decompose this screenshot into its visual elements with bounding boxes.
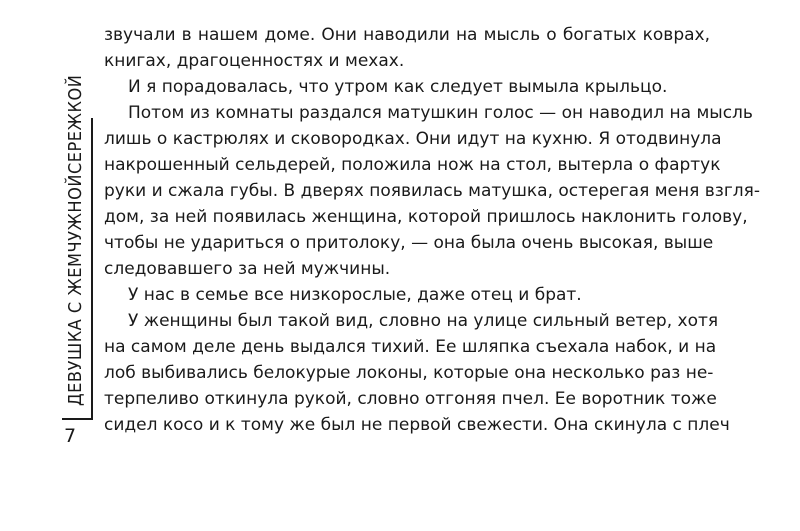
text-line: накрошенный сельдерей, положила нож на стол, вытерла о фартук — [104, 155, 721, 175]
text-line: Потом из комнаты раздался матушкин голос — он наводил на мысль — [128, 103, 753, 123]
text-line: У женщины был такой вид, словно на улице сильный ветер, хотя — [128, 311, 719, 331]
running-title-book-name: ДЕВУШКА С ЖЕМЧУЖНОЙ — [64, 174, 86, 406]
text-line: терпеливо откинула рукой, словно отгоняя пчел. Ее воротник тоже — [104, 389, 717, 409]
text-line: на самом деле день выдался тихий. Ее шляпка съехала набок, и на — [104, 337, 717, 357]
text-line: руки и сжала губы. В дверях появилась матушка, остерегая меня взгля- — [104, 181, 760, 201]
text-line: лоб выбивались белокурые локоны, которые она несколько раз не- — [104, 363, 714, 383]
page-number: 7 — [64, 425, 77, 447]
text-line: звучали в нашем доме. Они наводили на мысль о богатых коврах, — [104, 25, 710, 45]
vertical-rule — [91, 118, 93, 420]
text-line: дом, за ней появилась женщина, которой пришлось наклонить голову, — [104, 207, 748, 227]
text-line: сидел косо и к тому же был не первой свежести. Она скинула с плеч — [104, 415, 730, 435]
body-text — [104, 22, 760, 438]
text-line: И я порадовалась, что утром как следует вымыла крыльцо. — [128, 77, 668, 97]
text-line: следовавшего за ней мужчины. — [104, 259, 391, 279]
text-line: лишь о кастрюлях и сковородках. Они идут на кухню. Я отодвинула — [104, 129, 722, 149]
running-title — [57, 74, 93, 406]
text-line: У нас в семье все низкорослые, даже отец и брат. — [128, 285, 582, 305]
text-line: чтобы не удариться о притолоку, — она была очень высокая, выше — [104, 233, 714, 253]
horizontal-rule — [62, 418, 92, 420]
text-line: книгах, драгоценностях и мехах. — [104, 51, 405, 71]
running-title-book-name-end: СЕРЕЖКОЙ — [64, 74, 86, 175]
